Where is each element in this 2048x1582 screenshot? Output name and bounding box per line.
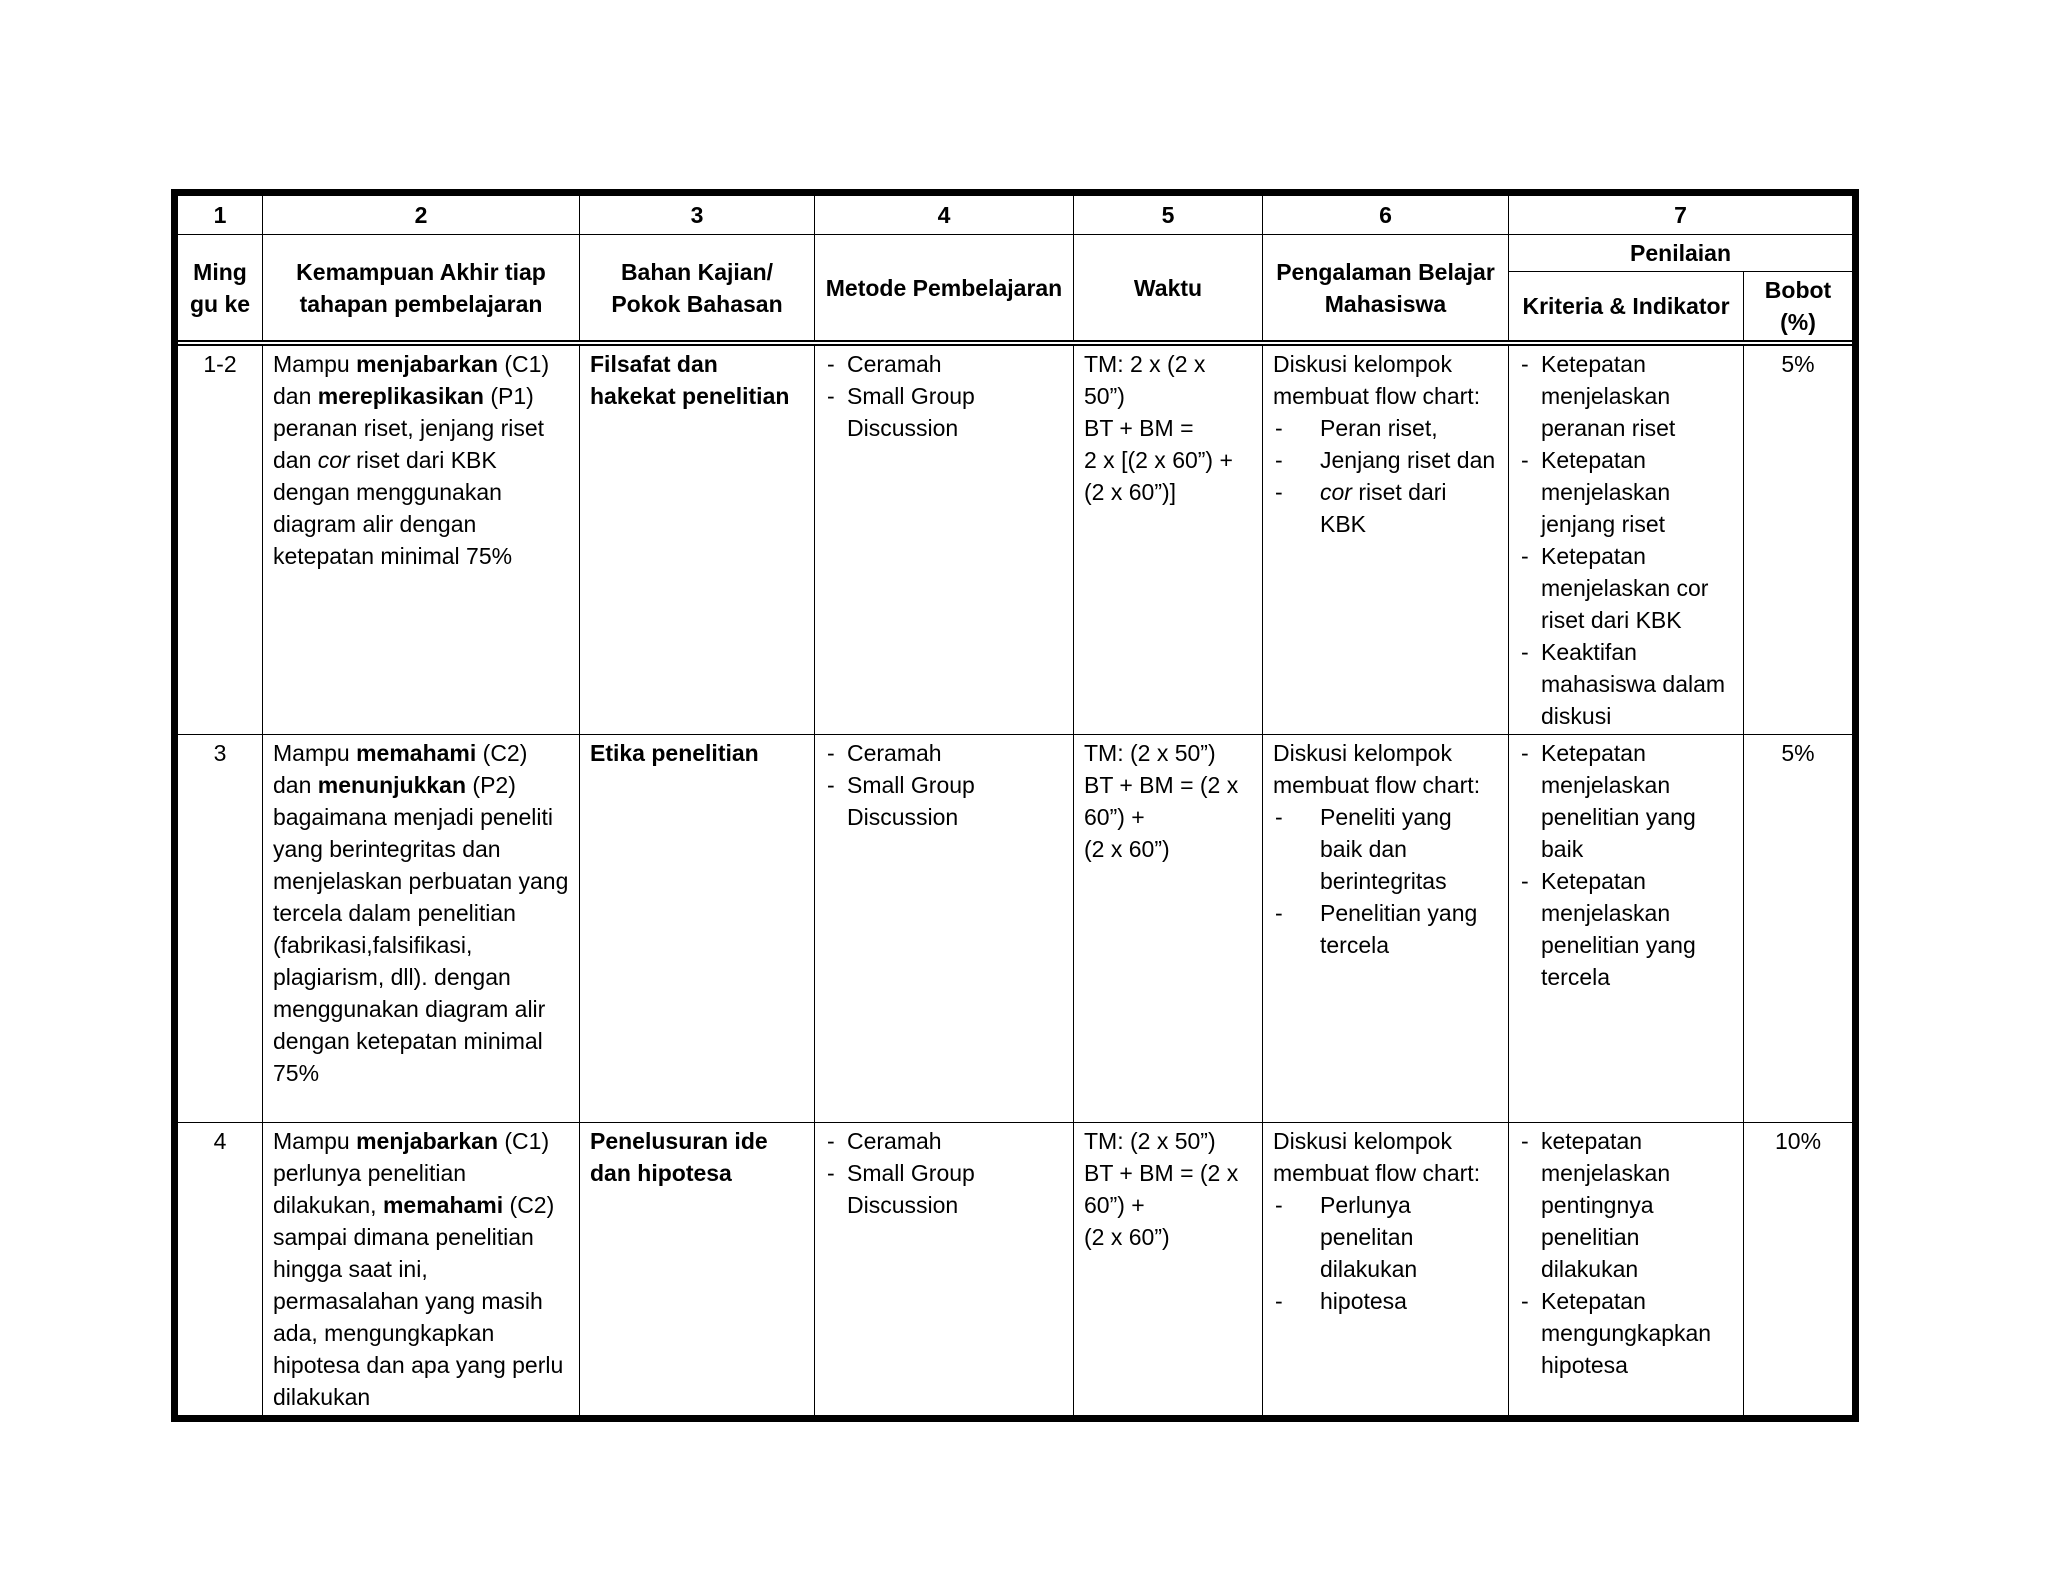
rps-table — [171, 189, 1859, 1422]
header-bahan: Bahan Kajian/ Pokok Bahasan — [580, 235, 815, 344]
waktu-line: (2 x 60”) — [1084, 1224, 1170, 1250]
metode-list — [825, 1125, 1063, 1221]
table-row — [175, 343, 1856, 735]
list-item: - Ketepatan menjelaskan cor riset dari KBK — [1519, 540, 1733, 636]
cell-waktu — [1074, 1123, 1263, 1419]
header-kemampuan: Kemampuan Akhir tiap tahapan pembelajaran — [263, 235, 580, 344]
header-bobot: Bobot (%) — [1744, 272, 1856, 344]
waktu-line: BT + BM = (2 x 60”) + — [1084, 1160, 1239, 1218]
col-number-4: 4 — [815, 193, 1074, 235]
list-item — [1273, 897, 1498, 961]
text-run: cor — [317, 447, 350, 473]
list-item — [1273, 412, 1498, 444]
text-run: riset dari KBK — [1320, 479, 1447, 537]
cell-bahan: Filsafat dan hakekat penelitian — [580, 343, 815, 735]
pengalaman-intro: Diskusi kelompok membuat flow chart: — [1273, 740, 1481, 798]
text-run: Mampu — [273, 351, 357, 377]
list-item — [1273, 1189, 1498, 1285]
text-run: memahami — [382, 1192, 504, 1218]
text-run: menjabarkan — [356, 1128, 498, 1154]
text-run: (C1) dan — [273, 351, 550, 409]
cell-bahan: Penelusuran ide dan hipotesa — [580, 1123, 815, 1419]
cell-minggu: 4 — [175, 1123, 263, 1419]
cell-minggu: 3 — [175, 735, 263, 1123]
text-run: mereplikasikan — [317, 383, 484, 409]
cell-minggu: 1-2 — [175, 343, 263, 735]
col-number-2: 2 — [263, 193, 580, 235]
waktu-line: 2 x [(2 x 60”) + (2 x 60”)] — [1084, 447, 1233, 505]
text-run: (P1) peranan riset, jenjang riset dan — [273, 383, 545, 473]
column-number-row — [175, 193, 1856, 235]
table-body — [175, 343, 1856, 1419]
header-penilaian: Penilaian — [1509, 235, 1856, 272]
col-number-3: 3 — [580, 193, 815, 235]
text-run: Mampu — [273, 740, 357, 766]
col-number-7: 7 — [1509, 193, 1856, 235]
list-item: - Ceramah — [825, 348, 1063, 380]
header-waktu: Waktu — [1074, 235, 1263, 344]
list-item: - Small Group Discussion — [825, 1157, 1063, 1221]
cell-kriteria — [1509, 343, 1744, 735]
pengalaman-list — [1273, 412, 1498, 540]
table-row — [175, 735, 1856, 1123]
cell-kemampuan — [263, 735, 580, 1123]
text-run: menjabarkan — [356, 351, 498, 377]
text-run: Perlunya penelitan dilakukan — [1320, 1192, 1418, 1282]
col-number-6: 6 — [1263, 193, 1509, 235]
header-metode: Metode Pembelajaran — [815, 235, 1074, 344]
text-run: Peran riset, — [1320, 415, 1438, 441]
cell-kemampuan — [263, 1123, 580, 1419]
metode-list — [825, 348, 1063, 444]
waktu-line: (2 x 60”) — [1084, 836, 1170, 862]
kriteria-list — [1519, 1125, 1733, 1381]
cell-metode — [815, 1123, 1074, 1419]
list-item — [1273, 1285, 1498, 1317]
col-number-1: 1 — [175, 193, 263, 235]
list-item: - Ketepatan mengungkapkan hipotesa — [1519, 1285, 1733, 1381]
list-item — [1273, 801, 1498, 897]
list-item: - Ceramah — [825, 1125, 1063, 1157]
list-item: - Small Group Discussion — [825, 769, 1063, 833]
header-row — [175, 235, 1856, 272]
waktu-line: TM: (2 x 50”) — [1084, 1128, 1216, 1154]
cell-pengalaman — [1263, 735, 1509, 1123]
text-run: Mampu — [273, 1128, 357, 1154]
pengalaman-list — [1273, 801, 1498, 961]
text-run: hipotesa — [1320, 1288, 1407, 1314]
text-run: (C1) perlunya penelitian dilakukan, — [273, 1128, 550, 1218]
list-item: - Ketepatan menjelaskan jenjang riset — [1519, 444, 1733, 540]
kriteria-list — [1519, 737, 1733, 993]
cell-bobot: 5% — [1744, 343, 1856, 735]
list-item — [1273, 444, 1498, 476]
pengalaman-intro: Diskusi kelompok membuat flow chart: — [1273, 351, 1481, 409]
cell-waktu — [1074, 343, 1263, 735]
list-item: - Keaktifan mahasiswa dalam diskusi — [1519, 636, 1733, 732]
cell-kemampuan — [263, 343, 580, 735]
metode-list — [825, 737, 1063, 833]
waktu-line: TM: (2 x 50”) — [1084, 740, 1216, 766]
cell-bahan: Etika penelitian — [580, 735, 815, 1123]
cell-bobot: 5% — [1744, 735, 1856, 1123]
header-kriteria: Kriteria & Indikator — [1509, 272, 1744, 344]
list-item: - Ketepatan menjelaskan penelitian yang tercela — [1519, 865, 1733, 993]
list-item: - ketepatan menjelaskan pentingnya penelitian dilakukan — [1519, 1125, 1733, 1285]
cell-waktu — [1074, 735, 1263, 1123]
pengalaman-intro: Diskusi kelompok membuat flow chart: — [1273, 1128, 1481, 1186]
cell-bobot: 10% — [1744, 1123, 1856, 1419]
kriteria-list — [1519, 348, 1733, 732]
list-item — [1273, 476, 1498, 540]
list-item: - Small Group Discussion — [825, 380, 1063, 444]
text-run: cor — [1320, 479, 1352, 505]
waktu-line: TM: 2 x (2 x 50”) — [1084, 351, 1206, 409]
cell-pengalaman — [1263, 1123, 1509, 1419]
table-row — [175, 1123, 1856, 1419]
text-run: memahami — [356, 740, 477, 766]
list-item: - Ceramah — [825, 737, 1063, 769]
waktu-line: BT + BM = — [1084, 415, 1194, 441]
pengalaman-list — [1273, 1189, 1498, 1317]
list-item: - Ketepatan menjelaskan peranan riset — [1519, 348, 1733, 444]
list-item: - Ketepatan menjelaskan penelitian yang baik — [1519, 737, 1733, 865]
col-number-5: 5 — [1074, 193, 1263, 235]
waktu-line: BT + BM = (2 x 60”) + — [1084, 772, 1239, 830]
text-run: (C2) sampai dimana penelitian hingga saat ini, permasalahan yang masih ada, mengungkapkan hipotesa dan apa yang perlu dilakukan — [273, 1192, 564, 1410]
text-run: Peneliti yang baik dan berintegritas — [1320, 804, 1452, 894]
header-minggu: Ming gu ke — [175, 235, 263, 344]
text-run: menunjukkan — [317, 772, 467, 798]
header-pengalaman: Pengalaman Belajar Mahasiswa — [1263, 235, 1509, 344]
text-run: (C2) dan — [273, 740, 528, 798]
cell-kriteria — [1509, 735, 1744, 1123]
cell-metode — [815, 735, 1074, 1123]
cell-metode — [815, 343, 1074, 735]
text-run: Penelitian yang tercela — [1320, 900, 1478, 958]
text-run: riset dari KBK dengan menggunakan diagram alir dengan ketepatan minimal 75% — [273, 447, 513, 569]
text-run: Jenjang riset dan — [1320, 447, 1496, 473]
cell-pengalaman — [1263, 343, 1509, 735]
text-run: (P2) bagaimana menjadi peneliti yang berintegritas dan menjelaskan perbuatan yang tercela dalam penelitian (fabrikasi,falsifikasi, plagiarism, dll). dengan menggunakan diagram alir dengan ketepatan minimal 75% — [273, 772, 569, 1086]
cell-kriteria — [1509, 1123, 1744, 1419]
